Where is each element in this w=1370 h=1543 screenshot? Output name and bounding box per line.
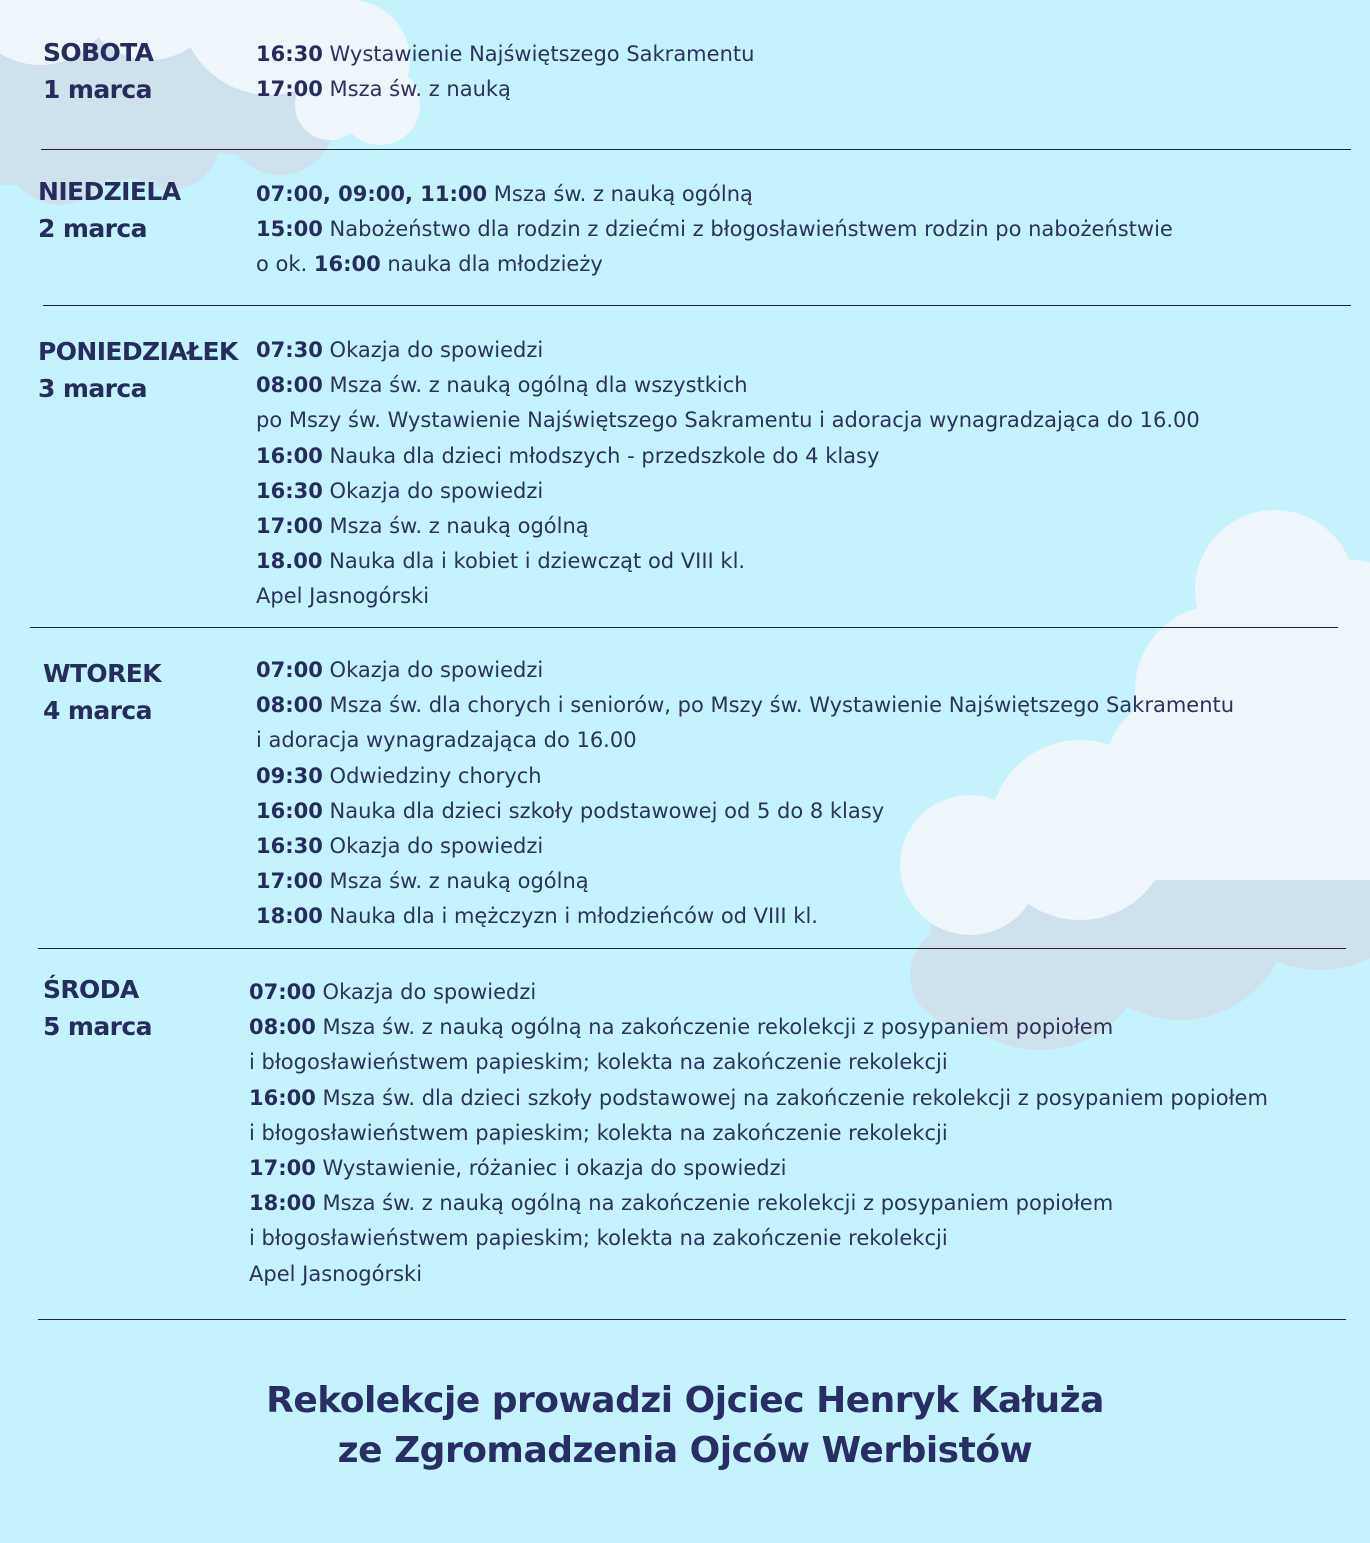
schedule-line	[256, 864, 1234, 899]
schedule-text: Msza św. z nauką ogólną na zakończenie rekolekcji z posypaniem popiołem	[315, 1191, 1114, 1216]
schedule-line	[256, 794, 1234, 829]
schedule-line	[256, 759, 1234, 794]
schedule-time: 18.00	[256, 549, 323, 574]
schedule-time: 08:00	[256, 373, 323, 398]
schedule-text: po Mszy św. Wystawienie Najświętszego Sakramentu i adoracja wynagradzająca do 16.00	[256, 408, 1200, 433]
schedule-text: Apel Jasnogórski	[256, 584, 430, 609]
schedule-text: Okazja do spowiedzi	[322, 478, 544, 503]
schedule-text: Okazja do spowiedzi	[322, 833, 544, 858]
schedule-line	[256, 579, 1200, 614]
day-name: ŚRODA	[43, 975, 139, 1004]
schedule-text: Msza św. dla dzieci szkoły podstawowej na zakończenie rekolekcji z posypaniem popiołem	[315, 1085, 1268, 1110]
schedule-line	[249, 1045, 1268, 1080]
schedule-time: 17:00	[249, 1155, 316, 1180]
day-heading	[43, 655, 161, 729]
schedule-text: i błogosławieństwem papieskim; kolekta na zakończenie rekolekcji	[249, 1226, 948, 1251]
schedule-text: i błogosławieństwem papieskim; kolekta na zakończenie rekolekcji	[249, 1050, 948, 1075]
schedule-line	[249, 1257, 1268, 1292]
schedule-line	[249, 1186, 1268, 1221]
schedule-text: Msza św. dla chorych i seniorów, po Mszy św. Wystawienie Najświętszego Sakramentu	[322, 693, 1235, 718]
schedule-line	[256, 212, 1173, 247]
day-date: 1 marca	[43, 75, 152, 104]
section-divider	[38, 948, 1346, 949]
schedule-time: 07:00	[249, 980, 316, 1004]
footer-note	[0, 1376, 1370, 1476]
day-heading	[38, 173, 180, 247]
schedule-text: Nauka dla dzieci szkoły podstawowej od 5 do 8 klasy	[322, 798, 885, 823]
schedule-time: 17:00	[256, 77, 323, 102]
schedule-lines	[256, 333, 1200, 615]
day-heading	[43, 971, 152, 1045]
schedule-line	[256, 368, 1200, 403]
schedule-lines	[256, 177, 1173, 283]
schedule-text: i błogosławieństwem papieskim; kolekta na zakończenie rekolekcji	[249, 1120, 948, 1145]
day-date: 4 marca	[43, 696, 152, 725]
schedule-line	[249, 975, 1268, 1010]
schedule-time: 07:00	[256, 658, 323, 682]
schedule-text: i adoracja wynagradzająca do 16.00	[256, 728, 637, 753]
schedule-line	[256, 37, 754, 72]
schedule-line	[256, 403, 1200, 438]
section-divider	[30, 627, 1338, 628]
schedule-lines	[249, 975, 1268, 1292]
section-divider	[41, 149, 1351, 150]
schedule-text: Msza św. z nauką ogólną na zakończenie rekolekcji z posypaniem popiołem	[315, 1015, 1114, 1040]
schedule-line	[249, 1081, 1268, 1116]
schedule-time: 16:00	[256, 798, 323, 823]
schedule-time: 16:30	[256, 478, 323, 503]
schedule-lines	[256, 653, 1234, 935]
schedule-text: Okazja do spowiedzi	[322, 658, 544, 682]
schedule-text: Msza św. z nauką ogólną	[322, 513, 589, 538]
section-divider	[43, 305, 1351, 306]
footer-line-1: Rekolekcje prowadzi Ojciec Henryk Kałuża	[266, 1380, 1104, 1421]
schedule-text: Odwiedziny chorych	[322, 763, 542, 788]
schedule-time: 07:00, 09:00, 11:00	[256, 182, 488, 206]
schedule-time: 17:00	[256, 869, 323, 894]
schedule-time: 09:30	[256, 763, 323, 788]
section-divider	[38, 1319, 1346, 1320]
footer-line-2: ze Zgromadzenia Ojców Werbistów	[337, 1430, 1033, 1471]
schedule-text: Nauka dla dzieci młodszych - przedszkole do 4 klasy	[322, 443, 880, 468]
schedule-text: Okazja do spowiedzi	[315, 980, 537, 1004]
schedule-time: 18:00	[256, 904, 323, 929]
schedule-text: Nauka dla i kobiet i dziewcząt od VIII kl.	[322, 549, 746, 574]
schedule-line	[256, 509, 1200, 544]
schedule-time: 16:30	[256, 833, 323, 858]
schedule-line	[256, 72, 754, 107]
schedule-time: 17:00	[256, 513, 323, 538]
schedule-line	[249, 1221, 1268, 1256]
schedule-line	[249, 1010, 1268, 1045]
schedule-line	[256, 177, 1173, 212]
schedule-time: 15:00	[256, 217, 323, 242]
schedule-line	[249, 1116, 1268, 1151]
schedule-line	[256, 899, 1234, 934]
schedule-line	[249, 1151, 1268, 1186]
schedule-time: 18:00	[249, 1191, 316, 1216]
schedule-line	[256, 829, 1234, 864]
schedule-text: Wystawienie Najświętszego Sakramentu	[322, 42, 755, 66]
day-date: 5 marca	[43, 1012, 152, 1041]
day-date: 3 marca	[38, 374, 147, 403]
schedule-text: Nabożeństwo dla rodzin z dziećmi z błogosławieństwem rodzin po nabożeństwie	[322, 217, 1173, 242]
day-date: 2 marca	[38, 214, 147, 243]
day-heading	[38, 333, 238, 407]
schedule-line	[256, 653, 1234, 688]
schedule-time: 16:00	[249, 1085, 316, 1110]
schedule-text: Wystawienie, różaniec i okazja do spowiedzi	[315, 1155, 787, 1180]
schedule-lines	[256, 37, 754, 107]
schedule-time: 16:00	[313, 252, 381, 277]
schedule-line	[256, 474, 1200, 509]
schedule-text: Apel Jasnogórski	[249, 1261, 423, 1286]
day-name: PONIEDZIAŁEK	[38, 337, 238, 366]
schedule-time: 16:30	[256, 42, 323, 66]
day-name: WTOREK	[43, 659, 161, 688]
day-name: SOBOTA	[43, 38, 154, 67]
schedule-line	[256, 247, 1173, 282]
schedule-text: Msza św. z nauką	[322, 77, 511, 102]
schedule-line	[256, 688, 1234, 723]
schedule-text: Msza św. z nauką ogólną	[322, 869, 589, 894]
schedule-time: 08:00	[249, 1015, 316, 1040]
schedule-time: 08:00	[256, 693, 323, 718]
schedule-time: 16:00	[256, 443, 323, 468]
day-name: NIEDZIELA	[38, 177, 181, 206]
day-heading	[43, 34, 153, 108]
schedule-text: Msza św. z nauką ogólną dla wszystkich	[322, 373, 748, 398]
schedule-line	[256, 439, 1200, 474]
schedule-line	[256, 723, 1234, 758]
schedule-prefix: o ok.	[256, 252, 314, 277]
schedule-time: 07:30	[256, 338, 323, 362]
schedule-text: Okazja do spowiedzi	[322, 338, 544, 362]
schedule-line	[256, 544, 1200, 579]
schedule-text: Nauka dla i mężczyzn i młodzieńców od VIII kl.	[322, 904, 818, 929]
schedule-text: Msza św. z nauką ogólną	[487, 182, 753, 206]
schedule-line	[256, 333, 1200, 368]
schedule-text: nauka dla młodzieży	[380, 252, 603, 277]
